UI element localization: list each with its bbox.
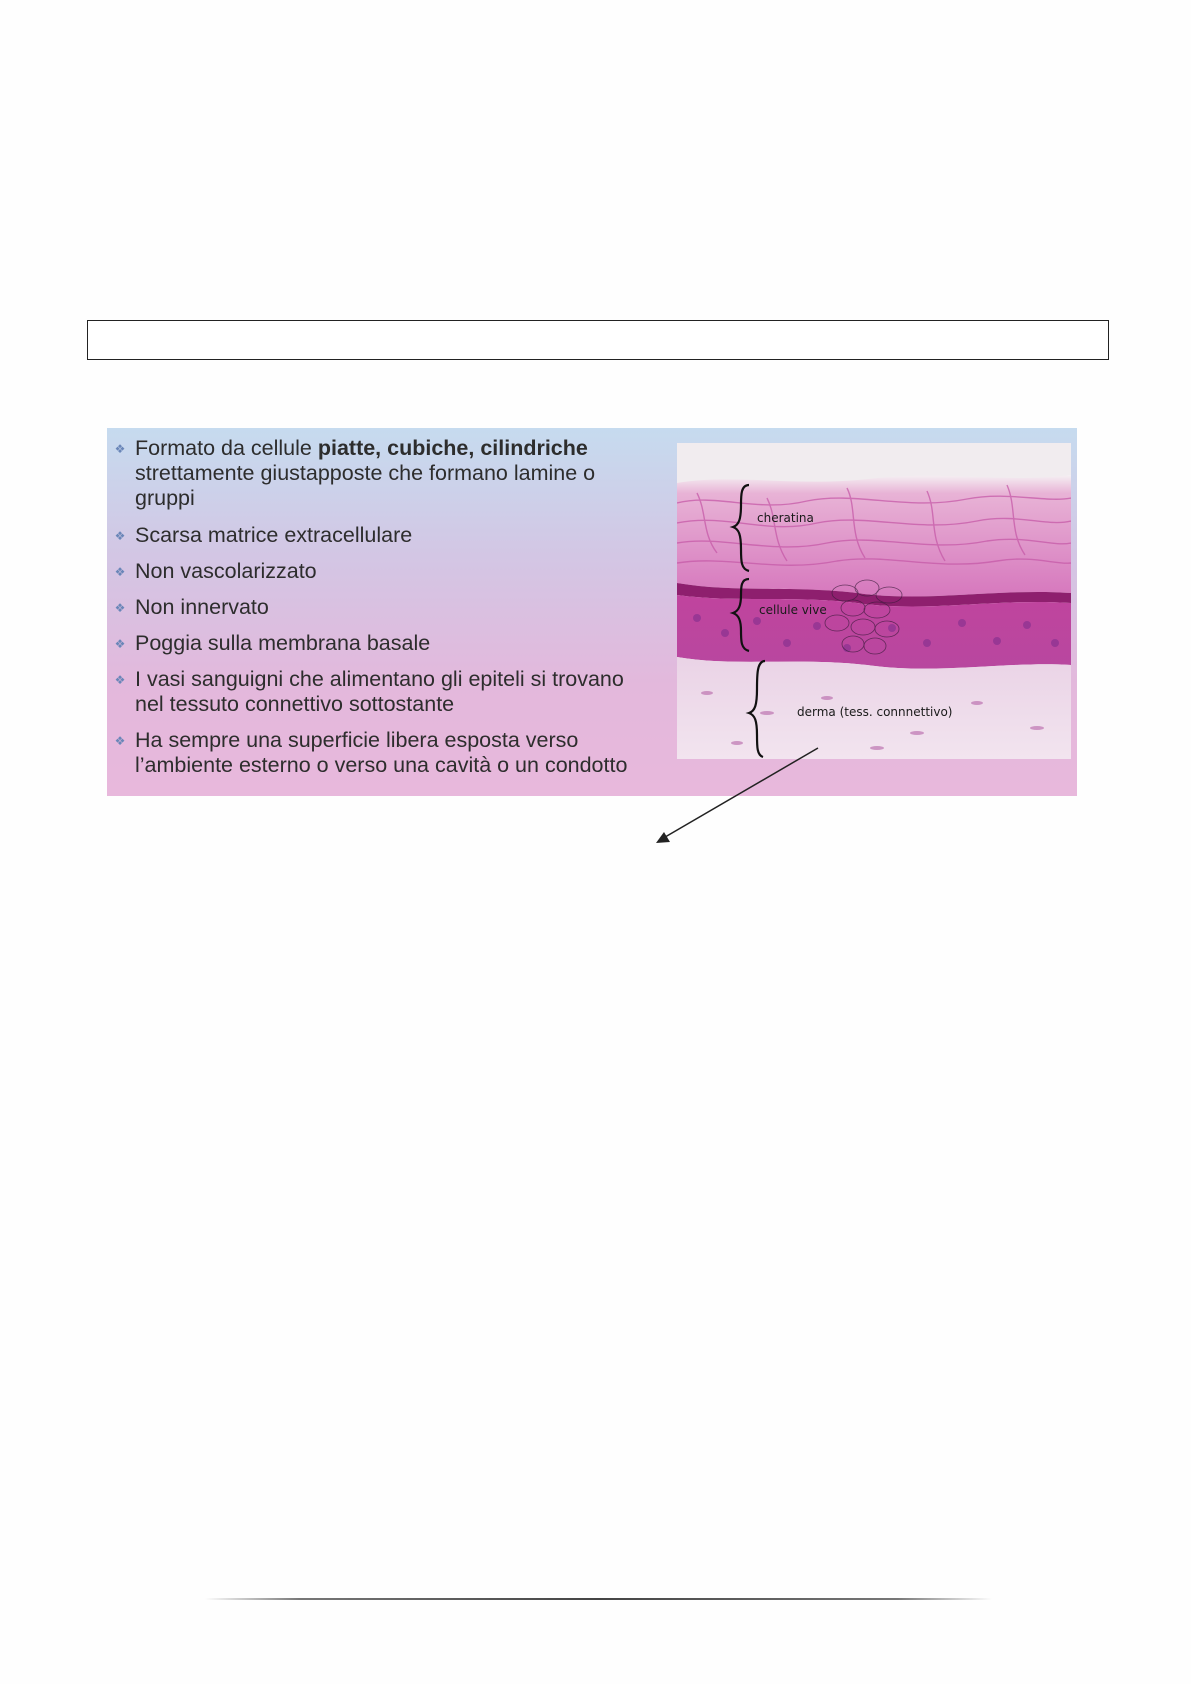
footer-divider [205,1598,992,1600]
diamond-bullet-icon: ❖ [114,673,126,687]
diamond-bullet-icon: ❖ [114,442,126,456]
diamond-bullet-icon: ❖ [114,565,126,579]
label-living-cells: cellule vive [759,603,827,617]
bullet-item: ❖ Non vascolarizzato [114,559,317,583]
diamond-bullet-icon: ❖ [114,637,126,651]
bullet-item: ❖ I vasi sanguigni che alimentano gli epiteli si trovano nel tessuto connettivo sottostante [114,667,624,716]
diamond-bullet-icon: ❖ [114,601,126,615]
bullet-item: ❖ Ha sempre una superficie libera esposta verso l’ambiente esterno o verso una cavità o un condotto [114,728,628,777]
bullet-item: ❖ Non innervato [114,595,269,619]
bullet-item: ❖ Scarsa matrice extracellulare [114,523,413,547]
label-keratin: cheratina [757,511,814,525]
bullet-item: ❖ Formato da cellule piatte, cubiche, cilindriche strettamente giustapposte che formano lamine o gruppi [114,436,596,510]
diamond-bullet-icon: ❖ [114,734,126,748]
arrowhead-icon [656,832,670,843]
diamond-bullet-icon: ❖ [114,529,126,543]
label-dermis: derma (tess. connnettivo) [797,705,953,719]
bullet-item: ❖ Poggia sulla membrana basale [114,631,431,655]
